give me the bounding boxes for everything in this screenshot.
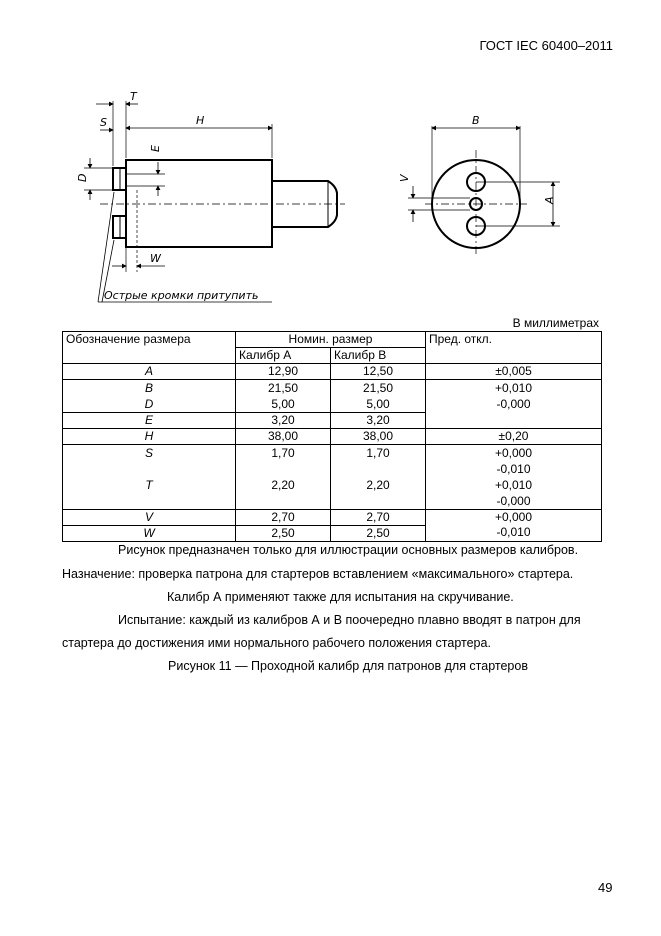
row-name: V (63, 510, 236, 526)
paragraph-test-line2: стартера до достижения ими нормального рабочего положения стартера. (62, 636, 491, 650)
gauge-a-value: 3,20 (236, 413, 331, 429)
gauge-b-value: 1,70 2,20 (331, 445, 426, 510)
table-row (63, 380, 602, 413)
gauge-b-value: 38,00 (331, 429, 426, 445)
dim-label-D: D (76, 173, 89, 182)
tolerance-value: +0,000 -0,010 (426, 510, 602, 542)
dim-label-A: A (543, 196, 556, 204)
header-designation: Обозначение размера (63, 332, 236, 364)
gauge-b-value: 12,50 (331, 364, 426, 380)
paragraph-illustration-note: Рисунок предназначен только для иллюстрации основных размеров калибров. (118, 543, 579, 557)
table-header-row (63, 332, 602, 348)
header-nominal: Номин. размер (236, 332, 426, 348)
dim-label-H: H (196, 114, 205, 127)
dimensions-table (62, 331, 602, 542)
paragraph-test-line1: Испытание: каждый из калибров А и В поочередно плавно вводят в патрон для (118, 613, 581, 627)
gauge-b-value: 3,20 (331, 413, 426, 429)
gauge-b-value: 2,50 (331, 526, 426, 542)
dim-label-T: T (130, 90, 137, 103)
page-number: 49 (598, 880, 613, 895)
paragraph-gauge-a-use: Калибр А применяют также для испытания на скручивание. (167, 590, 514, 604)
document-header: ГОСТ IEC 60400–2011 (479, 38, 613, 53)
table-row (63, 445, 602, 510)
gauge-body (126, 160, 272, 247)
header-tolerance: Пред. откл. (426, 332, 602, 364)
dim-label-S: S (100, 116, 107, 129)
dim-label-V: V (398, 174, 411, 182)
gauge-drawing (55, 85, 575, 315)
table-row (63, 364, 602, 380)
row-name: W (63, 526, 236, 542)
tolerance-value: ±0,20 (426, 429, 602, 445)
gauge-a-value: 2,70 (236, 510, 331, 526)
gauge-a-value: 1,70 2,20 (236, 445, 331, 510)
gauge-a-value: 2,50 (236, 526, 331, 542)
gauge-b-value: 2,70 (331, 510, 426, 526)
gauge-b-value: 21,50 5,00 (331, 380, 426, 413)
dim-label-W: W (150, 252, 161, 265)
tolerance-value: ±0,005 (426, 364, 602, 380)
table-row (63, 429, 602, 445)
gauge-a-value: 12,90 (236, 364, 331, 380)
dim-label-B: B (472, 114, 480, 127)
figure-caption: Рисунок 11 — Проходной калибр для патронов для стартеров (168, 659, 528, 673)
gauge-a-value: 38,00 (236, 429, 331, 445)
row-name: H (63, 429, 236, 445)
table-row (63, 510, 602, 526)
row-name: A (63, 364, 236, 380)
tolerance-value: +0,010 -0,000 (426, 380, 602, 429)
header-gauge-b: Калибр В (331, 348, 426, 364)
gauge-a-value: 21,50 5,00 (236, 380, 331, 413)
row-name: E (63, 413, 236, 429)
paragraph-purpose: Назначение: проверка патрона для стартеров вставлением «максимального» стартера. (62, 567, 574, 581)
tolerance-value: +0,000 -0,010 +0,010 -0,000 (426, 445, 602, 510)
dim-label-E: E (149, 145, 162, 152)
drawing-note: Острые кромки притупить (104, 289, 259, 302)
units-note: В миллиметрах (512, 316, 599, 330)
row-name: S T (63, 445, 236, 510)
row-name: B D (63, 380, 236, 413)
header-gauge-a: Калибр А (236, 348, 331, 364)
